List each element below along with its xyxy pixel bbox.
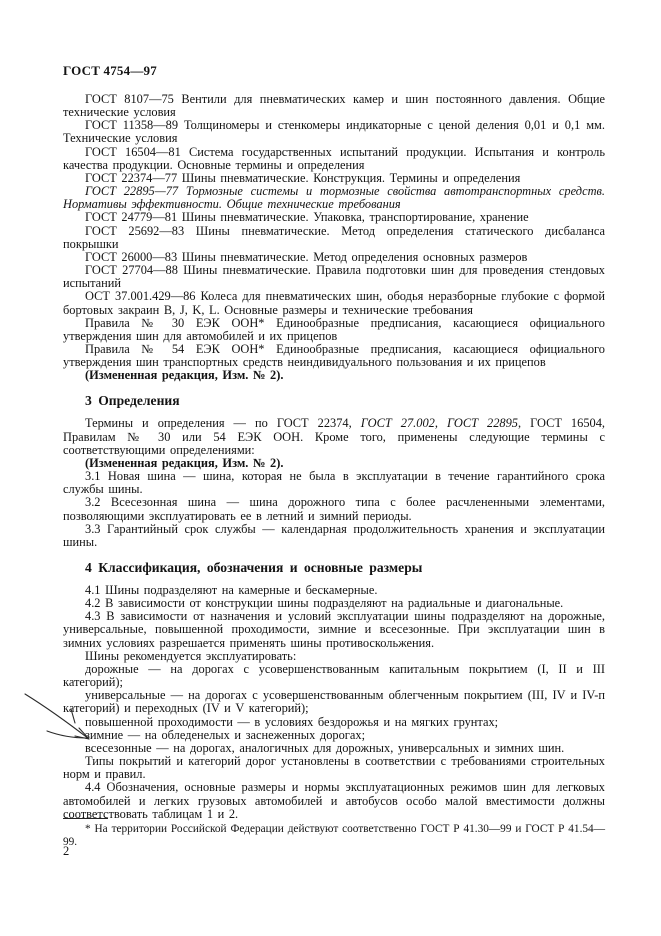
page-number: 2 [63, 844, 70, 858]
footnote-text: * На территории Российской Федерации действуют соответственно ГОСТ Р 41.30—99 и ГОСТ Р 41.54—99. [63, 823, 605, 848]
paragraph: ОСТ 37.001.429—86 Колеса для пневматических шин, ободья неразборные глубокие с формой бортовых закраин B, J, K, L. Основные размеры и технические требования [63, 289, 605, 317]
section-heading: 4 Классификация, обозначения и основные размеры [85, 560, 423, 575]
text-segment: ГОСТ 27.002, ГОСТ 22895 [360, 416, 518, 431]
text-segment: Термины и определения — по ГОСТ 22374, [85, 416, 361, 431]
paragraph: ГОСТ 24779—81 Шины пневматические. Упаковка, транспортирование, хранение [85, 210, 529, 225]
paragraph: Правила № 54 ЕЭК ООН* Единообразные предписания, касающиеся официального утверждения шин транспортных средств неиндивидуального пользования и их прицепов [63, 341, 605, 370]
paragraph: ГОСТ 26000—83 Шины пневматические. Метод определения основных размеров [85, 249, 528, 264]
paragraph: ГОСТ 16504—81 Система государственных испытаний продукции. Испытания и контроль качества продукции. Основные термины и определения [63, 144, 605, 172]
paragraph: Правила № 30 ЕЭК ООН* Единообразные предписания, касающиеся официального утверждения шин для автомобилей и их прицепов [63, 315, 605, 343]
running-header: ГОСТ 4754—97 [63, 63, 157, 78]
paragraph: повышенной проходимости — в условиях бездорожья и на мягких грунтах; [85, 714, 499, 729]
section-heading: 3 Определения [85, 393, 180, 409]
paragraph: ГОСТ 11358—89 Толщиномеры и стенкомеры индикаторные с ценой деления 0,01 и 0,1 мм. Технические условия [63, 118, 605, 146]
paragraph: зимние — на обледенелых и заснеженных дорогах; [85, 727, 366, 742]
paragraph: ГОСТ 22374—77 Шины пневматические. Конструкция. Термины и определения [85, 170, 521, 185]
footnote-separator [63, 818, 108, 819]
paragraph: 4.1 Шины подразделяют на камерные и бескамерные. [85, 583, 378, 597]
document-content [63, 93, 605, 821]
paragraph: 4.2 В зависимости от конструкции шины подразделяют на радиальные и диагональные. [85, 596, 564, 611]
paragraph: 3.1 Новая шина — шина, которая не была в эксплуатации в течение гарантийного срока службы шины. [63, 469, 605, 497]
paragraph: Типы покрытий и категорий дорог установлены в соответствии с требованиями строительных норм и правил. [63, 754, 605, 782]
paragraph: ГОСТ 8107—75 Вентили для пневматических камер и шин постоянного давления. Общие технические условия [63, 92, 605, 120]
paragraph: универсальные — на дорогах с усовершенствованным облегченным покрытием (III, IV и IV-п категорий) и переходных (IV и V категорий); [63, 688, 605, 716]
paragraph-all-season: всесезонные — на дорогах, аналогичных для дорожных, универсальных и зимних шин. [85, 740, 565, 755]
paragraph: ГОСТ 25692—83 Шины пневматические. Метод определения статического дисбаланса покрышки [63, 223, 605, 251]
paragraph: 3.3 Гарантийный срок службы — календарная продолжительность хранения и эксплуатации шины. [63, 521, 605, 549]
paragraph: (Измененная редакция, Изм. № 2). [85, 455, 284, 470]
paragraph: дорожные — на дорогах с усовершенствованным капитальным покрытием (I, II и III категорий); [63, 661, 605, 690]
paragraph: (Измененная редакция, Изм. № 2). [85, 368, 284, 383]
paragraph: ГОСТ 22895—77 Тормозные системы и тормозные свойства автотранспортных средств. Нормативы эффективности. Общие технические требования [63, 184, 605, 212]
paragraph [63, 417, 605, 456]
paragraph: 4.3 В зависимости от назначения и условий эксплуатации шины подразделяют на дорожные, универсальные, повышенной проходимости, зимние и всесезонные. При эксплуатации шин в зимних условиях разрешается применять шины противоскольжения. [63, 609, 605, 650]
paragraph: ГОСТ 27704—88 Шины пневматические. Правила подготовки шин для проведения стендовых испытаний [63, 263, 605, 291]
paragraph: 3.2 Всесезонная шина — шина дорожного типа с более расчлененными элементами, позволяющими эксплуатировать ее в летний и зимний периоды. [63, 495, 605, 523]
paragraph: 4.4 Обозначения, основные размеры и нормы эксплуатационных режимов шин для легковых автомобилей и легких грузовых автомобилей и автобусов особо малой вместимости должны соответствовать таблицам 1 и 2. [63, 780, 605, 821]
paragraph: Шины рекомендуется эксплуатировать: [85, 648, 297, 663]
handwritten-arrow-annotation [14, 688, 104, 746]
footnote-block [63, 818, 605, 849]
text-segment: , ГОСТ 16504, Правилам № 30 или 54 ЕЭК ООН. Кроме того, применены следующие термины с соответствующими определениями: [63, 416, 606, 457]
